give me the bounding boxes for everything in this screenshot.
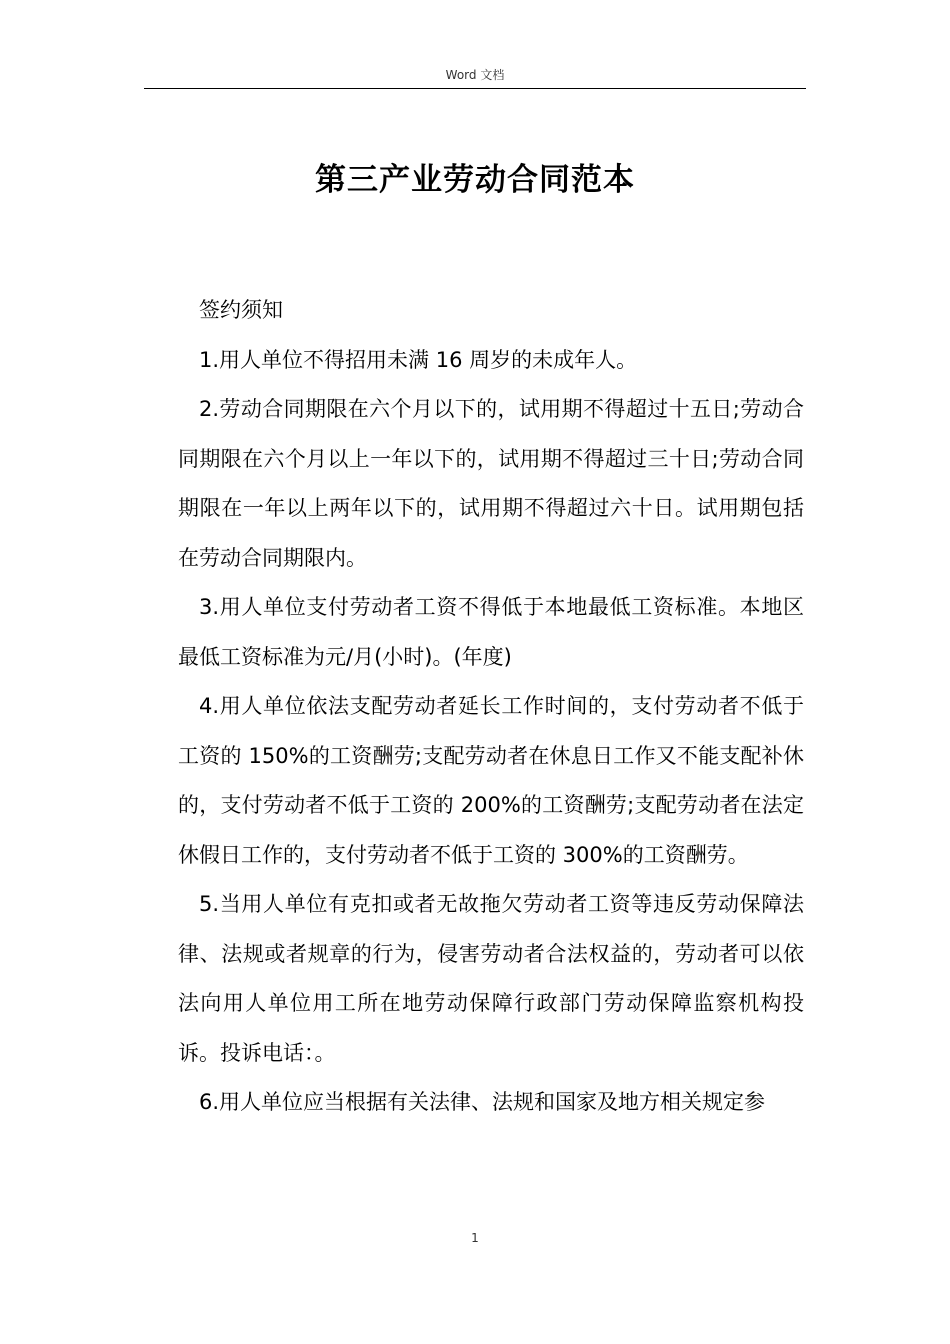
paragraph-3: 3.用人单位支付劳动者工资不得低于本地最低工资标准。本地区最低工资标准为元/月(小时)。(年度) [178, 595, 804, 669]
page-header [144, 66, 806, 89]
paragraph-5: 5.当用人单位有克扣或者无故拖欠劳动者工资等违反劳动保障法律、法规或者规章的行为，侵害劳动者合法权益的，劳动者可以依法向用人单位用工所在地劳动保障行政部门劳动保障监察机构投诉。投诉电话：。 [178, 892, 804, 1065]
header-text: Word 文档 [445, 68, 505, 82]
paragraph-1: 1.用人单位不得招用未满 16 周岁的未成年人。 [199, 347, 638, 372]
page-number: 1 [471, 1231, 479, 1245]
notice-heading: 签约须知 [199, 298, 283, 322]
document-body [178, 286, 804, 1128]
paragraph-2: 2.劳动合同期限在六个月以下的，试用期不得超过十五日;劳动合同期限在六个月以上一年以下的，试用期不得超过三十日;劳动合同期限在一年以上两年以下的，试用期不得超过六十日。试用期包括在劳动合同期限内。 [178, 397, 804, 570]
paragraph-4: 4.用人单位依法支配劳动者延长工作时间的，支付劳动者不低于工资的 150%的工资酬劳;支配劳动者在休息日工作又不能支配补休的，支付劳动者不低于工资的 200%的工资酬劳;支配劳动者在法定休假日工作的，支付劳动者不低于工资的 300%的工资酬劳。 [178, 694, 804, 867]
paragraph-6: 6.用人单位应当根据有关法律、法规和国家及地方相关规定参 [199, 1090, 766, 1114]
document-title: 第三产业劳动合同范本 [315, 162, 635, 198]
